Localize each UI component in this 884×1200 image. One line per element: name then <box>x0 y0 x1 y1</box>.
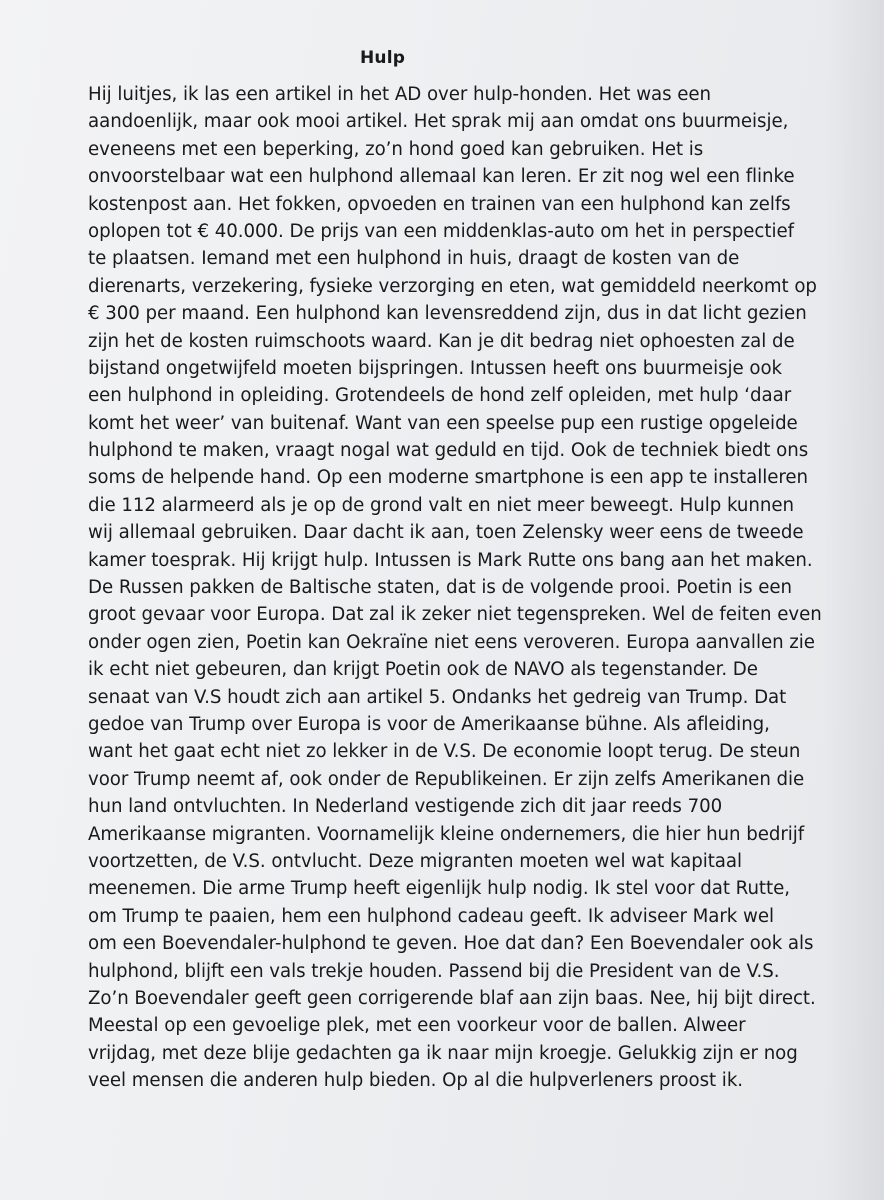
text-line: want het gaat echt niet zo lekker in de V.S. De economie loopt terug. De steun <box>88 741 801 763</box>
text-line: soms de helpende hand. Op een moderne smartphone is een app te installeren <box>88 467 808 489</box>
text-line: bijstand ongetwijfeld moeten bijspringen. Intussen heeft ons buurmeisje ook <box>88 357 783 379</box>
text-line: zijn het de kosten ruimschoots waard. Kan je dit bedrag niet ophoesten zal de <box>88 330 795 352</box>
text-line: dierenarts, verzekering, fysieke verzorging en eten, wat gemiddeld neerkomt op <box>88 275 817 297</box>
text-line: die 112 alarmeerd als je op de grond valt en niet meer beweegt. Hulp kunnen <box>88 494 794 516</box>
text-line: Zo’n Boevendaler geeft geen corrigerende blaf aan zijn baas. Nee, hij bijt direct. <box>88 987 816 1009</box>
text-line: kamer toesprak. Hij krijgt hulp. Intussen is Mark Rutte ons bang aan het maken. <box>88 549 813 571</box>
text-line: hulphond te maken, vraagt nogal wat geduld en tijd. Ook de techniek biedt ons <box>88 440 809 462</box>
text-line: onder ogen zien, Poetin kan Oekraïne niet eens veroveren. Europa aanvallen zie <box>88 631 815 653</box>
document-body <box>88 81 878 1094</box>
text-line: Hij luitjes, ik las een artikel in het AD over hulp-honden. Het was een <box>88 84 712 105</box>
text-line: komt het weer’ van buitenaf. Want van een speelse pup een rustige opgeleide <box>88 412 798 434</box>
text-line: Meestal op een gevoelige plek, met een voorkeur voor de ballen. Alweer <box>88 1015 746 1037</box>
text-line: oplopen tot € 40.000. De prijs van een middenklas-auto om het in perspectief <box>88 220 794 242</box>
text-line: senaat van V.S houdt zich aan artikel 5. Ondanks het gedreig van Trump. Dat <box>88 686 787 708</box>
text-line: wij allemaal gebruiken. Daar dacht ik aan, toen Zelensky weer eens de tweede <box>88 522 804 544</box>
text-line: voor Trump neemt af, ook onder de Republikeinen. Er zijn zelfs Amerikanen die <box>88 768 805 790</box>
text-line: eveneens met een beperking, zo’n hond goed kan gebruiken. Het is <box>88 138 704 160</box>
text-line: vrijdag, met deze blije gedachten ga ik naar mijn kroegje. Gelukkig zijn er nog <box>88 1042 798 1064</box>
document-title: Hulp <box>360 48 406 68</box>
text-line: om een Boevendaler-hulphond te geven. Hoe dat dan? Een Boevendaler ook als <box>88 933 814 955</box>
text-line: om Trump te paaien, hem een hulphond cadeau geeft. Ik adviseer Mark wel <box>88 905 774 927</box>
text-line: een hulphond in opleiding. Grotendeels de hond zelf opleiden, met hulp ‘daar <box>88 385 792 407</box>
text-line: kostenpost aan. Het fokken, opvoeden en trainen van een hulphond kan zelfs <box>88 193 791 215</box>
text-line: gedoe van Trump over Europa is voor de Amerikaanse bühne. Als afleiding, <box>88 713 770 735</box>
text-line: hun land ontvluchten. In Nederland vestigende zich dit jaar reeds 700 <box>88 796 723 818</box>
text-line: Amerikaanse migranten. Voornamelijk kleine ondernemers, die hier hun bedrijf <box>88 823 805 845</box>
text-line: groot gevaar voor Europa. Dat zal ik zeker niet tegenspreken. Wel de feiten even <box>88 604 822 626</box>
text-line: onvoorstelbaar wat een hulphond allemaal kan leren. Er zit nog wel een flinke <box>88 166 795 188</box>
text-line: voortzetten, de V.S. ontvlucht. Deze migranten moeten wel wat kapitaal <box>88 850 742 872</box>
text-line: ik echt niet gebeuren, dan krijgt Poetin ook de NAVO als tegenstander. De <box>88 659 758 681</box>
text-line: veel mensen die anderen hulp bieden. Op al die hulpverleners proost ik. <box>88 1070 744 1092</box>
text-line: meenemen. Die arme Trump heeft eigenlijk hulp nodig. Ik stel voor dat Rutte, <box>88 878 790 900</box>
text-line: aandoenlijk, maar ook mooi artikel. Het sprak mij aan omdat ons buurmeisje, <box>88 111 789 133</box>
text-line: € 300 per maand. Een hulphond kan levensreddend zijn, dus in dat licht gezien <box>88 303 807 325</box>
text-line: hulphond, blijft een vals trekje houden. Passend bij die President van de V.S. <box>88 960 780 982</box>
text-line: te plaatsen. Iemand met een hulphond in huis, draagt de kosten van de <box>88 248 740 270</box>
text-line: De Russen pakken de Baltische staten, dat is de volgende prooi. Poetin is een <box>88 577 793 599</box>
